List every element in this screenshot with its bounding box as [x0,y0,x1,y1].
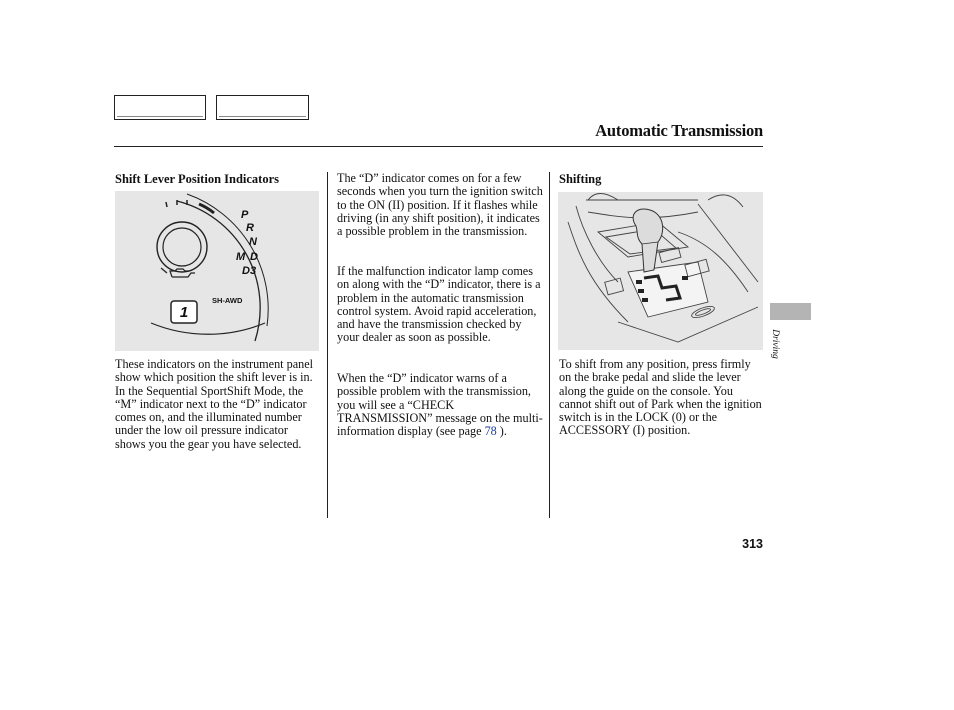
section-tab[interactable] [770,303,811,320]
page-number: 313 [742,537,763,551]
sh-awd-label: SH-AWD [212,296,243,305]
d-indicator-paragraph: The “D” indicator comes on for a few seconds when you turn the ignition switch to the ON (II) position. If it flashes while driving (in any shift position), it indicates a possible problem in the transmission. [337,171,543,239]
check-transmission-text-end: ). [496,424,507,439]
indicators-paragraph: These indicators on the instrument panel show which position the shift lever is in. In the Sequential SportShift Mode, the “M” indicator next to the “D” indicator comes on, and the illuminated number under the low oil pressure indicator shows you the gear you have selected. [115,357,313,451]
indicator-m: M [236,251,246,263]
column-divider [327,172,328,518]
page-78-link[interactable]: 78 [484,424,497,439]
indicator-p: P [241,209,249,221]
indicator-d: D [250,251,258,263]
shift-lever-figure [558,192,763,350]
section-tab-label: Driving [770,329,780,359]
shift-indicator-figure [115,191,319,351]
section-heading-indicators: Shift Lever Position Indicators [115,172,280,186]
shifting-paragraph: To shift from any position, press firmly on the brake pedal and slide the lever along the guide on the console. You cannot shift out of Park when the ignition switch is in the LOCK (0) or the ACCESSORY (I) position. [559,357,762,438]
instrument-cluster-illustration [115,191,319,351]
column-divider [549,172,550,518]
indicator-d3: D3 [242,265,257,277]
shift-lever-illustration [558,192,763,350]
indicator-n: N [249,236,257,248]
check-transmission-text: When the “D” indicator warns of a possible problem with the transmission, you will see a “CHECK TRANSMISSION” message on the multi-information display (see page [337,371,543,439]
section-heading-shifting: Shifting [559,172,602,186]
oil-pressure-icon [161,268,195,277]
indicator-r: R [246,222,254,234]
next-page-button[interactable] [216,95,309,120]
gear-number-label: 1 [179,304,189,321]
malfunction-paragraph: If the malfunction indicator lamp comes on along with the “D” indicator, there is a problem in the automatic transmission control system. Avoid rapid acceleration, and have the transmission checked by your dealer as soon as possible. [337,264,541,345]
check-transmission-paragraph [337,372,543,438]
page-title: Automatic Transmission [595,121,763,140]
previous-page-button[interactable] [114,95,206,120]
title-divider [114,146,763,147]
